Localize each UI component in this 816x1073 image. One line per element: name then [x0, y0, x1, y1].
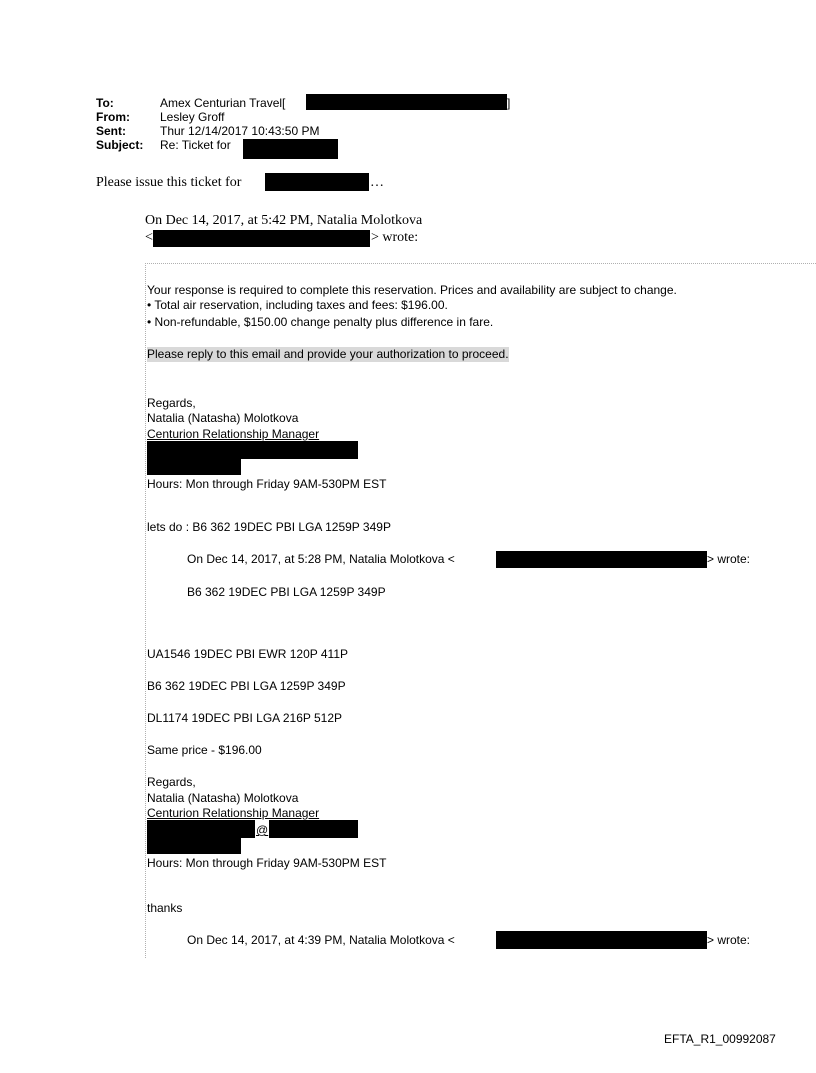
subject-value: Re: Ticket for [160, 138, 231, 152]
from-label: From: [96, 110, 130, 124]
subject-label: Subject: [96, 138, 144, 152]
quote1-lt: < [145, 230, 153, 245]
redaction-to-email [306, 94, 507, 110]
message1-hours: Hours: Mon through Friday 9AM-530PM EST [147, 477, 387, 491]
message2-flight-quoted: B6 362 19DEC PBI LGA 1259P 349P [187, 585, 386, 599]
flight-option-1: UA1546 19DEC PBI EWR 120P 411P [147, 647, 348, 661]
to-label: To: [96, 96, 114, 110]
redaction-reply-name [265, 173, 369, 191]
to-value: Amex Centurian Travel[ [160, 96, 286, 110]
redaction-sig2-line2 [147, 838, 241, 854]
bates-number: EFTA_R1_00992087 [664, 1032, 776, 1046]
quote1-wrote: > wrote: [371, 230, 419, 245]
from-value: Lesley Groff [160, 110, 225, 124]
flight-option-2: B6 362 19DEC PBI LGA 1259P 349P [147, 679, 346, 693]
redaction-sig1-line2 [147, 459, 241, 475]
reply-ellipsis: … [370, 175, 384, 190]
message3-sender-title: Centurion Relationship Manager [147, 806, 320, 820]
sent-label: Sent: [96, 124, 126, 138]
message3-quote-pre: On Dec 14, 2017, at 4:39 PM, Natalia Molotkova < [187, 933, 455, 947]
message1-sender-name: Natalia (Natasha) Molotkova [147, 411, 299, 425]
to-close-bracket: ] [507, 96, 511, 110]
redaction-quote1-email [153, 230, 370, 247]
sig2-at-sign: @ [256, 823, 269, 837]
message3-sender-name: Natalia (Natasha) Molotkova [147, 791, 299, 805]
message3-hours: Hours: Mon through Friday 9AM-530PM EST [147, 856, 387, 870]
message3-regards: Regards, [147, 775, 196, 789]
redaction-sig1-line1 [147, 441, 358, 459]
message1-bullet1: • Total air reservation, including taxes and fees: $196.00. [147, 298, 448, 312]
sent-value: Thur 12/14/2017 10:43:50 PM [160, 124, 320, 138]
flight-option-3: DL1174 19DEC PBI LGA 216P 512P [147, 711, 343, 725]
message2-quote-post: > wrote: [707, 552, 751, 566]
redaction-quote3-email [496, 931, 707, 949]
reply-text: Please issue this ticket for [96, 175, 242, 190]
same-price: Same price - $196.00 [147, 743, 262, 757]
message2-lets-do: lets do : B6 362 19DEC PBI LGA 1259P 349P [147, 520, 391, 534]
message1-highlight: Please reply to this email and provide your authorization to proceed. [147, 347, 509, 361]
message1-sender-title: Centurion Relationship Manager [147, 427, 320, 441]
quote-top-border [145, 263, 816, 264]
message1-line1: Your response is required to complete this reservation. Prices and availability are subject to change. [147, 283, 677, 297]
redaction-subject [243, 139, 338, 159]
message1-bullet2: • Non-refundable, $150.00 change penalty plus difference in fare. [147, 315, 494, 329]
quote1-line: On Dec 14, 2017, at 5:42 PM, Natalia Molotkova [145, 213, 423, 228]
redaction-sig2-email-user [147, 820, 255, 838]
message3-thanks: thanks [147, 901, 183, 915]
message1-regards: Regards, [147, 396, 196, 410]
message2-quote-pre: On Dec 14, 2017, at 5:28 PM, Natalia Molotkova < [187, 552, 455, 566]
message3-quote-post: > wrote: [707, 933, 751, 947]
quote-left-border [145, 263, 146, 958]
redaction-sig2-email-domain [269, 820, 358, 838]
redaction-quote2-email [496, 551, 707, 568]
